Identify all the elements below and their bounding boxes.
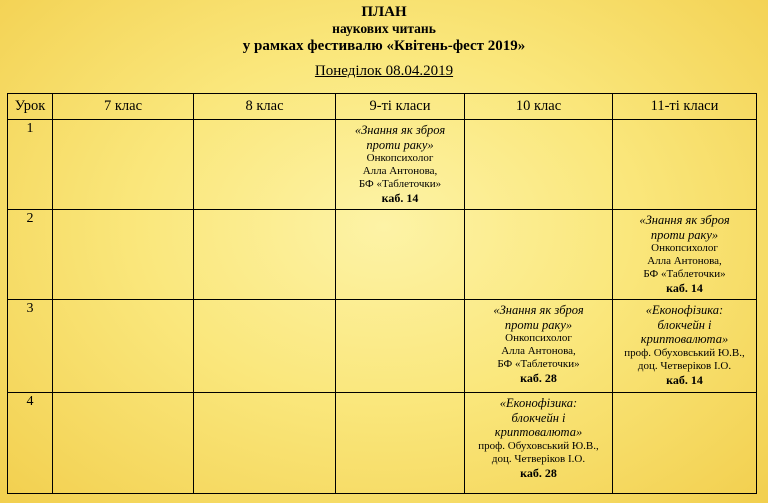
- cell-grade-9: [336, 300, 465, 393]
- lesson-number: 1: [8, 120, 53, 210]
- lecturer-info: проф. Обуховський Ю.В.,: [624, 346, 745, 359]
- lecture-topic: «Еконофізика:: [645, 303, 724, 317]
- cell-grade-8: [194, 210, 336, 300]
- lecturer-info: проф. Обуховський Ю.В.,: [478, 439, 599, 452]
- lecture-topic: «Знання як зброя: [354, 123, 446, 137]
- col-header-lesson: Урок: [8, 94, 53, 120]
- lecturer-info: Онкопсихолог: [651, 242, 718, 254]
- cell-grade-9: [336, 393, 465, 494]
- col-header-grade-7: 7 клас: [53, 94, 194, 120]
- table-row: [8, 393, 757, 494]
- cell-grade-10: [465, 393, 613, 494]
- room-number: каб. 14: [666, 372, 703, 387]
- lecturer-info: Алла Антонова,: [647, 255, 722, 267]
- lecture-entry: [465, 300, 612, 385]
- lecturer-info: Онкопсихолог: [505, 332, 572, 344]
- date-text: Понеділок 08.04.2019: [314, 62, 454, 79]
- cell-grade-10: [465, 300, 613, 393]
- document-header: [0, 4, 768, 79]
- lecturer-info: доц. Четверіков І.О.: [491, 452, 586, 465]
- col-header-grade-11: 11-ті класи: [613, 94, 757, 120]
- lecture-entry: [613, 300, 756, 387]
- cell-grade-8: [194, 393, 336, 494]
- table-row: [8, 210, 757, 300]
- cell-grade-8: [194, 120, 336, 210]
- lecture-topic: «Знання як зброя: [639, 213, 730, 227]
- table-row: [8, 300, 757, 393]
- cell-grade-10: [465, 120, 613, 210]
- cell-grade-11: [613, 300, 757, 393]
- lecturer-info: БФ «Таблеточки»: [358, 178, 442, 190]
- room-number: каб. 14: [666, 281, 703, 295]
- lecture-entry: [465, 393, 612, 480]
- lecture-topic: криптовалюта»: [640, 332, 729, 346]
- page-subtitle: наукових читань: [332, 21, 436, 36]
- lesson-number: 4: [8, 393, 53, 494]
- cell-grade-7: [53, 120, 194, 210]
- lesson-number: 2: [8, 210, 53, 300]
- room-number: каб. 28: [520, 465, 557, 480]
- lecture-topic: криптовалюта»: [494, 425, 583, 439]
- room-number: каб. 28: [520, 371, 557, 385]
- cell-grade-7: [53, 300, 194, 393]
- lecturer-info: Алла Антонова,: [362, 165, 438, 177]
- col-header-grade-9: 9-ті класи: [336, 94, 465, 120]
- lesson-number: 3: [8, 300, 53, 393]
- lecture-entry: [336, 120, 464, 205]
- cell-grade-9: [336, 210, 465, 300]
- header-row: [8, 94, 757, 120]
- col-header-grade-10: 10 клас: [465, 94, 613, 120]
- schedule-table: [7, 93, 757, 494]
- festival-line: у рамках фестивалю «Квітень-фест 2019»: [242, 37, 526, 54]
- lecture-topic: проти раку»: [504, 317, 573, 332]
- page-title: ПЛАН: [361, 4, 407, 20]
- cell-grade-8: [194, 300, 336, 393]
- cell-grade-10: [465, 210, 613, 300]
- lecture-topic: «Еконофізика:: [499, 396, 578, 410]
- cell-grade-11: [613, 120, 757, 210]
- lecture-topic: блокчейн і: [511, 410, 566, 425]
- cell-grade-7: [53, 393, 194, 494]
- cell-grade-7: [53, 210, 194, 300]
- cell-grade-11: [613, 393, 757, 494]
- lecture-entry: [613, 210, 756, 295]
- lecturer-info: Алла Антонова,: [501, 345, 576, 357]
- table-row: [8, 120, 757, 210]
- lecture-topic: проти раку»: [366, 137, 434, 152]
- room-number: каб. 14: [381, 191, 419, 205]
- lecturer-info: доц. Четверіков І.О.: [637, 359, 732, 372]
- lecture-topic: проти раку»: [650, 227, 719, 242]
- lecturer-info: БФ «Таблеточки»: [643, 268, 726, 280]
- lecturer-info: Онкопсихолог: [366, 152, 434, 164]
- cell-grade-11: [613, 210, 757, 300]
- lecturer-info: БФ «Таблеточки»: [497, 358, 580, 370]
- col-header-grade-8: 8 клас: [194, 94, 336, 120]
- date-line: [0, 63, 768, 79]
- cell-grade-9: [336, 120, 465, 210]
- lecture-topic: «Знання як зброя: [493, 303, 584, 317]
- lecture-topic: блокчейн і: [657, 317, 712, 332]
